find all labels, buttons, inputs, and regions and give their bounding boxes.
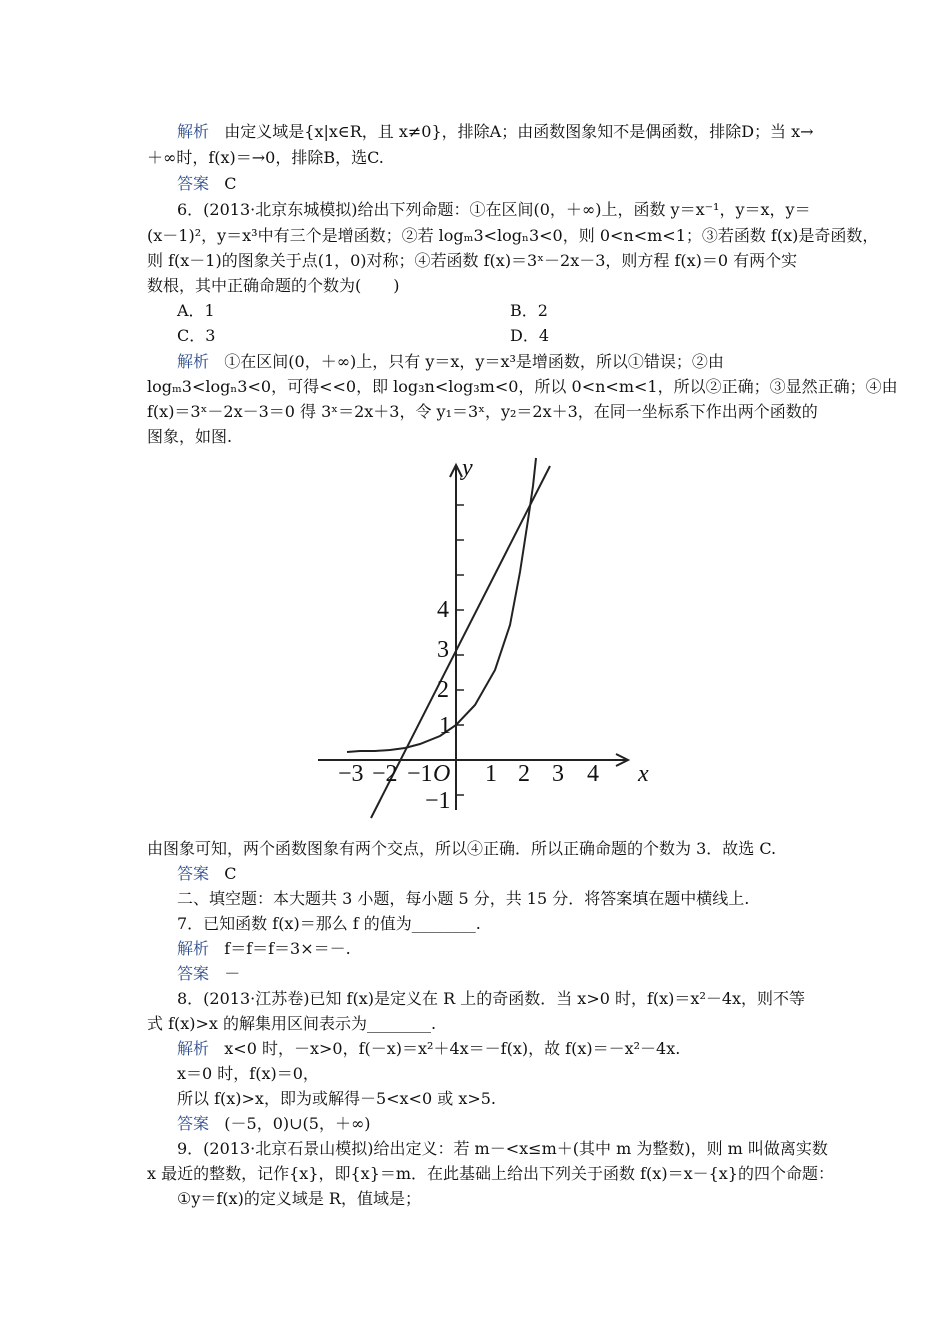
q6-stem-line-3: 则 f(x－1)的图象关于点(1，0)对称；④若函数 f(x)＝3ˣ－2x－3，则方程 f(x)＝0 有两个实 bbox=[147, 251, 798, 270]
y-tick-label: 1 bbox=[439, 713, 451, 739]
q6-option-c: C．3 bbox=[177, 326, 216, 345]
answer-label: 答案 bbox=[177, 1114, 210, 1133]
q6-option-b: B．2 bbox=[510, 301, 548, 320]
section-2-title: 二、填空题：本大题共 3 小题，每小题 5 分，共 15 分．将答案填在题中横线上. bbox=[177, 889, 750, 908]
q6-solution-line-4: 图象，如图. bbox=[147, 427, 233, 446]
q6-stem-line-1: 6．(2013·北京东城模拟)给出下列命题：①在区间(0，＋∞)上，函数 y＝x⁻¹，y＝x，y＝ bbox=[177, 200, 811, 219]
q8-solution-line-2: x＝0 时，f(x)＝0， bbox=[177, 1064, 319, 1083]
x-tick-label: −3 bbox=[338, 761, 364, 787]
y-tick-label: −1 bbox=[425, 788, 451, 814]
x-tick-label: −2 bbox=[372, 761, 398, 787]
q7-stem: 7．已知函数 f(x)＝那么 f 的值为________. bbox=[177, 914, 481, 933]
q7-answer: 答案 － bbox=[177, 964, 241, 983]
y-tick-label: 3 bbox=[437, 637, 449, 663]
q5-solution-line-1: 解析 由定义域是{x|x∈R，且 x≠0}，排除A；由函数图象知不是偶函数，排除D；当 x→ bbox=[177, 122, 814, 141]
q8-solution-line-1: 解析 x<0 时，－x>0，f(－x)＝x²＋4x＝－f(x)，故 f(x)＝－x²－4x. bbox=[177, 1039, 681, 1058]
q8-stem-line-2: 式 f(x)>x 的解集用区间表示为________. bbox=[147, 1014, 437, 1033]
q6-conclusion: 由图象可知，两个函数图象有两个交点，所以④正确．所以正确命题的个数为 3．故选 C. bbox=[147, 839, 777, 858]
solution-label: 解析 bbox=[177, 1039, 210, 1058]
q6-solution-line-2: logₘ3<logₙ3<0，可得<<0，即 log₃n<log₃m<0，所以 0<n<m<1，所以②正确；③显然正确；④由 bbox=[147, 377, 898, 396]
x-tick-label: 4 bbox=[587, 761, 599, 787]
q5-answer: 答案 C bbox=[177, 174, 237, 193]
q6-stem-line-2: (x－1)²，y＝x³中有三个是增函数；②若 logₘ3<logₙ3<0，则 0<n<m<1；③若函数 f(x)是奇函数， bbox=[147, 226, 879, 245]
solution-label: 解析 bbox=[177, 352, 210, 371]
origin-label: O bbox=[433, 761, 451, 787]
q5-solution-line-2: ＋∞时，f(x)＝→0，排除B，选C. bbox=[147, 148, 384, 167]
q9-stem-line-3: ①y＝f(x)的定义域是 R，值域是； bbox=[177, 1189, 421, 1208]
function-graph bbox=[300, 450, 680, 825]
y-tick-label: 2 bbox=[437, 677, 449, 703]
q6-solution-line-1: 解析 ①在区间(0，＋∞)上，只有 y＝x，y＝x³是增函数，所以①错误；②由 bbox=[177, 352, 724, 371]
y-tick-label: 4 bbox=[437, 597, 449, 623]
y-axis-label: y bbox=[462, 455, 473, 481]
q6-option-a: A．1 bbox=[177, 301, 215, 320]
q9-stem-line-2: x 最近的整数，记作{x}，即{x}＝m．在此基础上给出下列关于函数 f(x)＝x－{x}的四个命题： bbox=[147, 1164, 834, 1183]
x-tick-label: 1 bbox=[485, 761, 497, 787]
solution-label: 解析 bbox=[177, 939, 210, 958]
x-axis-label: x bbox=[638, 761, 649, 787]
x-tick-label: 3 bbox=[552, 761, 564, 787]
solution-label: 解析 bbox=[177, 122, 210, 141]
q8-solution-line-3: 所以 f(x)>x，即为或解得－5<x<0 或 x>5. bbox=[177, 1089, 497, 1108]
q6-answer: 答案 C bbox=[177, 864, 237, 883]
q8-stem-line-1: 8．(2013·江苏卷)已知 f(x)是定义在 R 上的奇函数．当 x>0 时，f(x)＝x²－4x，则不等 bbox=[177, 989, 806, 1008]
q6-solution-line-3: f(x)＝3ˣ－2x－3＝0 得 3ˣ＝2x＋3，令 y₁＝3ˣ，y₂＝2x＋3，在同一坐标系下作出两个函数的 bbox=[147, 402, 818, 421]
x-tick-label: −1 bbox=[407, 761, 433, 787]
q6-stem-line-4: 数根，其中正确命题的个数为( ) bbox=[147, 276, 400, 295]
answer-label: 答案 bbox=[177, 964, 210, 983]
answer-label: 答案 bbox=[177, 864, 210, 883]
q6-option-d: D．4 bbox=[510, 326, 550, 345]
q8-answer: 答案 (－5，0)∪(5，＋∞) bbox=[177, 1114, 371, 1133]
answer-label: 答案 bbox=[177, 174, 210, 193]
x-tick-label: 2 bbox=[518, 761, 530, 787]
q9-stem-line-1: 9．(2013·北京石景山模拟)给出定义：若 m－<x≤m＋(其中 m 为整数)，则 m 叫做离实数 bbox=[177, 1139, 828, 1158]
q7-solution: 解析 f＝f＝f＝3×＝－. bbox=[177, 939, 351, 958]
